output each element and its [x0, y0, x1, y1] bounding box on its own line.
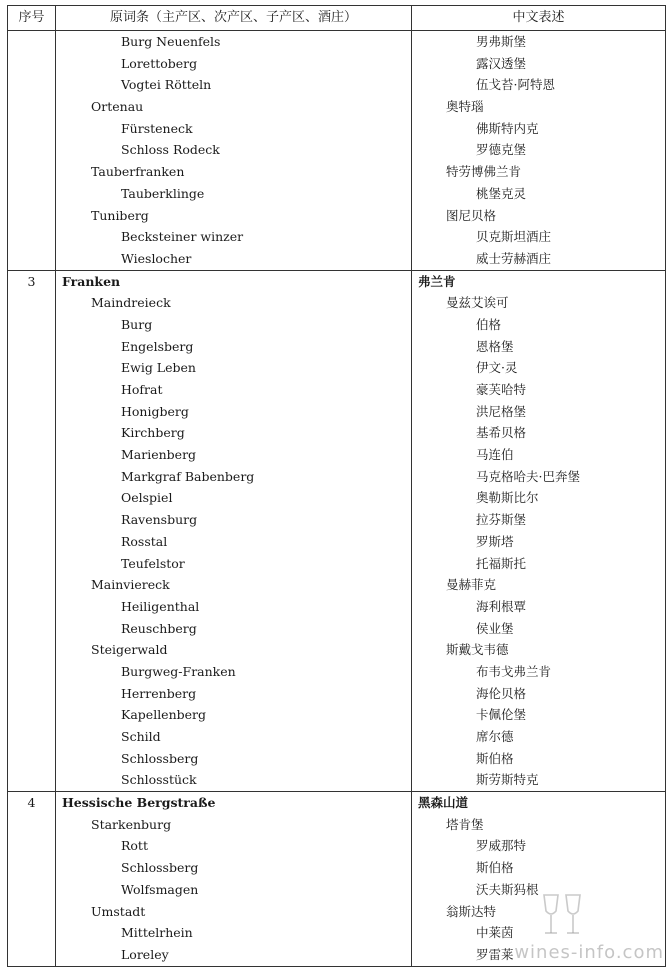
chinese-term: 斯伯格 [476, 750, 514, 766]
chinese-term: 特劳博佛兰肯 [446, 164, 522, 180]
original-term: Maindreieck [91, 295, 171, 311]
original-term: Starkenburg [91, 816, 172, 832]
original-term: Steigerwald [91, 642, 168, 658]
watermark-text: wines-info.com [514, 942, 664, 963]
original-term: Becksteiner winzer [121, 229, 244, 245]
chinese-term-cell [412, 792, 666, 967]
chinese-term: 桃堡克灵 [476, 185, 527, 201]
header-chinese-term: 中文表述 [412, 6, 666, 31]
chinese-term: 卡佩伦堡 [476, 707, 527, 723]
chinese-term: 罗威那特 [476, 838, 527, 854]
chinese-term: 罗斯塔 [476, 533, 514, 549]
chinese-term: 翁斯达特 [446, 903, 497, 919]
chinese-term-cell [412, 270, 666, 792]
chinese-term: 洪尼格堡 [476, 403, 527, 419]
chinese-term: 托福斯托 [476, 555, 527, 571]
table-row [8, 270, 666, 792]
chinese-term: 伊文·灵 [476, 360, 518, 376]
original-term: Burg [121, 316, 153, 332]
original-term: Mittelrhein [121, 925, 193, 941]
chinese-term: 基希贝格 [476, 425, 527, 441]
original-term: Burgweg-Franken [121, 663, 236, 679]
original-term: Ewig Leben [121, 360, 196, 376]
original-term-cell [56, 270, 412, 792]
chinese-term: 恩格堡 [476, 338, 514, 354]
row-index: 3 [8, 270, 56, 792]
chinese-term: 马连伯 [476, 447, 514, 463]
chinese-term: 斯劳斯特克 [476, 772, 539, 788]
chinese-term: 威士劳赫酒庄 [476, 250, 552, 266]
original-term: Fürsteneck [121, 120, 193, 136]
original-term: Schlossberg [121, 750, 199, 766]
wine-glass-watermark-icon [540, 891, 586, 941]
original-term: Lorettoberg [121, 55, 198, 71]
chinese-term: 男弗斯堡 [476, 34, 527, 49]
chinese-term: 图尼贝格 [446, 207, 497, 223]
original-term-cell [56, 792, 412, 967]
original-term: Burg Neuenfels [121, 34, 221, 49]
chinese-term: 罗雷莱 [476, 946, 514, 962]
original-term: Engelsberg [121, 338, 194, 354]
original-term: Loreley [121, 946, 169, 962]
original-term: Kapellenberg [121, 707, 207, 723]
original-term: Rosstal [121, 533, 168, 549]
chinese-term: 拉芬斯堡 [476, 512, 527, 528]
chinese-term: 伯格 [476, 316, 502, 332]
chinese-term: 曼兹艾诶可 [446, 295, 509, 311]
chinese-term: 海利根覃 [476, 598, 527, 614]
chinese-term: 弗兰肯 [418, 273, 456, 289]
chinese-term: 席尔德 [476, 729, 514, 744]
chinese-term: 中莱茵 [476, 925, 514, 941]
original-term: Wieslocher [121, 250, 192, 266]
original-term: Markgraf Babenberg [121, 468, 255, 484]
original-term: Wolfsmagen [121, 881, 199, 897]
chinese-term: 贝克斯坦酒庄 [476, 229, 552, 245]
chinese-term: 佛斯特内克 [476, 120, 539, 136]
chinese-term: 海伦贝格 [476, 685, 527, 701]
chinese-term: 沃夫斯犸根 [476, 881, 539, 897]
original-term: Kirchberg [121, 425, 185, 441]
table-row [8, 31, 666, 271]
chinese-term: 豪芙哈特 [476, 382, 527, 397]
original-term: Vogtei Rötteln [121, 77, 212, 93]
original-term: Teufelstor [121, 555, 185, 571]
original-term: Mainviereck [91, 577, 170, 593]
original-term: Umstadt [91, 903, 146, 919]
original-term: Schlossberg [121, 860, 199, 876]
chinese-term-cell [412, 31, 666, 271]
original-term: Honigberg [121, 403, 189, 419]
original-term: Schild [121, 729, 161, 744]
original-term: Hofrat [121, 382, 163, 397]
original-term: Ravensburg [121, 512, 198, 528]
chinese-term: 斯戴戈韦德 [446, 642, 509, 658]
original-term: Schloss Rodeck [121, 142, 220, 158]
header-original-term: 原词条（主产区、次产区、子产区、酒庄） [56, 6, 412, 31]
original-term: Reuschberg [121, 620, 197, 636]
chinese-term: 斯伯格 [476, 860, 514, 876]
original-term: Heiligenthal [121, 598, 200, 614]
chinese-term: 奥勒斯比尔 [476, 490, 539, 506]
chinese-term: 伍戈苔·阿特恩 [476, 77, 555, 93]
original-term: Schlosstück [121, 772, 197, 788]
row-index [8, 31, 56, 271]
chinese-term: 布韦戈弗兰肯 [476, 663, 552, 679]
chinese-term: 马克格哈夫·巴奔堡 [476, 468, 580, 484]
original-term: Tauberfranken [91, 164, 185, 180]
original-term: Marienberg [121, 447, 197, 463]
original-term-cell [56, 31, 412, 271]
original-term: Oelspiel [121, 490, 173, 506]
chinese-term: 侯业堡 [476, 620, 514, 636]
chinese-term: 黑森山道 [418, 795, 469, 811]
original-term: Ortenau [91, 99, 144, 115]
wine-region-table [7, 5, 666, 967]
chinese-term: 露汉透堡 [476, 55, 527, 71]
chinese-term: 罗德克堡 [476, 142, 527, 158]
original-term: Tuniberg [91, 207, 149, 223]
table-header-row [8, 6, 666, 31]
original-term: Hessische Bergstraße [62, 795, 216, 811]
original-term: Franken [62, 273, 121, 289]
row-index: 4 [8, 792, 56, 967]
chinese-term: 奥特瑙 [446, 99, 484, 115]
chinese-term: 曼赫菲克 [446, 577, 497, 593]
chinese-term: 塔肯堡 [446, 816, 484, 832]
header-index: 序号 [8, 6, 56, 31]
original-term: Herrenberg [121, 685, 197, 701]
original-term: Tauberklinge [121, 185, 205, 201]
original-term: Rott [121, 838, 148, 854]
